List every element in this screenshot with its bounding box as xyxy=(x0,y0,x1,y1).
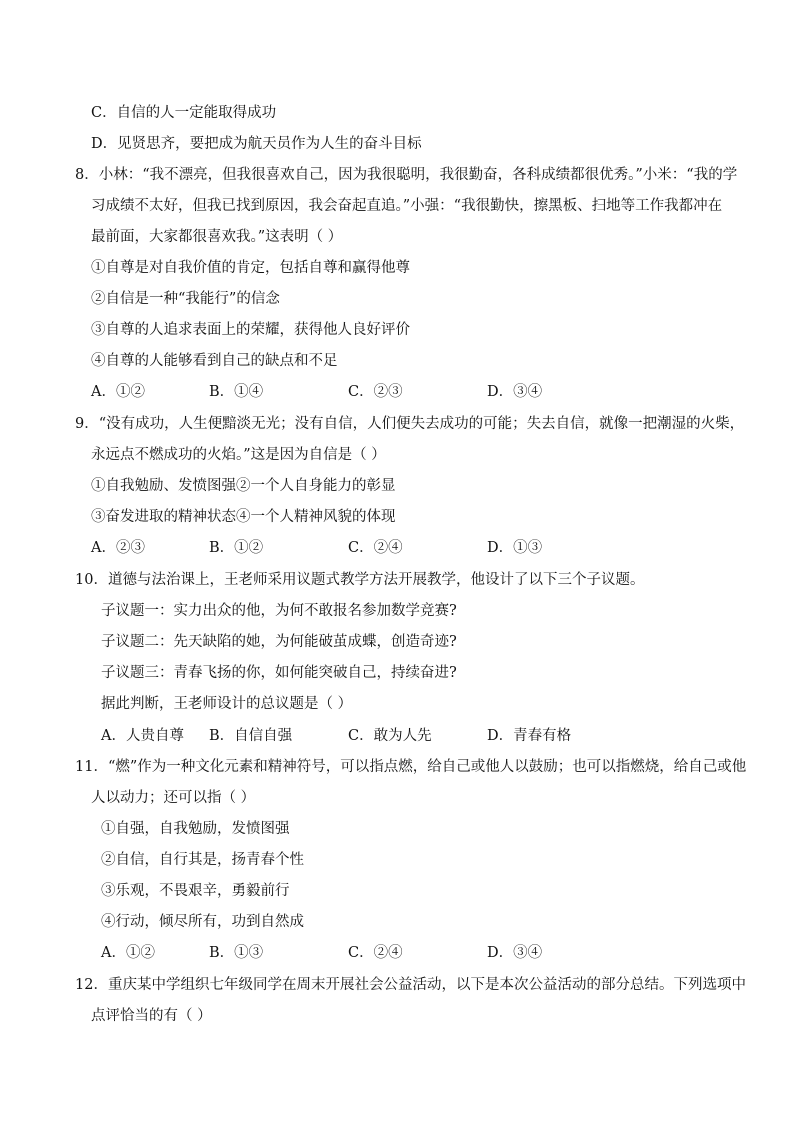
q9-item-1: ①自我勉励、发愤图强②一个人自身能力的彰显 xyxy=(91,478,396,494)
q8-stem-line-2: 习成绩不太好，但我已找到原因，我会奋起直追。”小强：“我很勤快，擦黑板、扫地等工作我都冲在 xyxy=(91,198,723,214)
q10-sub-topic-3: 子议题三：青春飞扬的你，如何能突破自己，持续奋进? xyxy=(101,665,457,681)
q10-options xyxy=(101,726,741,746)
q8-option-a: A．①② xyxy=(91,384,145,400)
q11-item-3: ③乐观，不畏艰辛，勇毅前行 xyxy=(101,883,290,899)
q8-item-2: ②自信是一种“我能行”的信念 xyxy=(91,291,280,307)
q8-stem-line-1: 8．小林：“我不漂亮，但我很喜欢自己，因为我很聪明，我很勤奋，各科成绩都很优秀。”小米：“我的学 xyxy=(75,167,738,183)
q10-option-b: B．自信自强 xyxy=(209,728,293,744)
q11-item-2: ②自信，自行其是，扬青春个性 xyxy=(101,852,304,868)
q9-options xyxy=(91,538,731,558)
q9-option-c: C．②④ xyxy=(348,540,403,556)
q10-question-prompt: 据此判断，王老师设计的总议题是（ ） xyxy=(101,696,353,712)
q11-item-4: ④行动，倾尽所有，功到自然成 xyxy=(101,914,304,930)
q10-option-a: A．人贵自尊 xyxy=(101,728,184,744)
q10-stem-line-1: 10．道德与法治课上，王老师采用议题式教学方法开展教学，他设计了以下三个子议题。 xyxy=(75,572,645,588)
q11-option-d: D．③④ xyxy=(487,945,543,961)
q12-stem-line-1: 12．重庆某中学组织七年级同学在周末开展社会公益活动，以下是本次公益活动的部分总结。下列选项中 xyxy=(75,977,746,993)
q11-stem-line-2: 人以动力；还可以指（ ） xyxy=(91,790,256,806)
q9-option-d: D．①③ xyxy=(487,540,543,556)
q9-stem-line-2: 永远点不燃成功的火焰。”这是因为自信是（ ） xyxy=(91,447,386,463)
q7-option-c: C．自信的人一定能取得成功 xyxy=(91,105,277,121)
q9-option-b: B．①② xyxy=(209,540,264,556)
q10-sub-topic-2: 子议题二：先天缺陷的她，为何能破茧成蝶，创造奇迹? xyxy=(101,634,457,650)
q9-stem-line-1: 9．“没有成功，人生便黯淡无光；没有自信，人们便失去成功的可能；失去自信，就像一把潮湿的火柴， xyxy=(75,416,745,432)
q8-item-4: ④自尊的人能够看到自己的缺点和不足 xyxy=(91,353,338,369)
q12-stem-line-2: 点评恰当的有（ ） xyxy=(91,1008,212,1024)
q11-option-c: C．②④ xyxy=(348,945,403,961)
q10-sub-topic-1: 子议题一：实力出众的他，为何不敢报名参加数学竞赛? xyxy=(101,603,457,619)
q9-item-2: ③奋发进取的精神状态④一个人精神风貌的体现 xyxy=(91,509,396,525)
q8-options xyxy=(91,382,731,402)
q8-item-1: ①自尊是对自我价值的肯定，包括自尊和赢得他尊 xyxy=(91,260,410,276)
q8-option-d: D．③④ xyxy=(487,384,543,400)
q11-option-b: B．①③ xyxy=(209,945,264,961)
q7-option-d: D．见贤思齐，要把成为航天员作为人生的奋斗目标 xyxy=(91,136,422,152)
q8-option-c: C．②③ xyxy=(348,384,403,400)
q8-item-3: ③自尊的人追求表面上的荣耀，获得他人良好评价 xyxy=(91,322,410,338)
q9-option-a: A．②③ xyxy=(91,540,145,556)
q10-option-c: C．敢为人先 xyxy=(348,728,432,744)
q8-stem-line-3: 最前面，大家都很喜欢我。”这表明（ ） xyxy=(91,229,343,245)
q11-options xyxy=(101,943,741,963)
q11-item-1: ①自强，自我勉励，发愤图强 xyxy=(101,821,290,837)
q8-option-b: B．①④ xyxy=(209,384,264,400)
q11-stem-line-1: 11．“燃”作为一种文化元素和精神符号，可以指点燃，给自己或他人以鼓励；也可以指燃烧，给自己或他 xyxy=(75,759,747,775)
q10-option-d: D．青春有格 xyxy=(487,728,572,744)
q11-option-a: A．①② xyxy=(101,945,155,961)
